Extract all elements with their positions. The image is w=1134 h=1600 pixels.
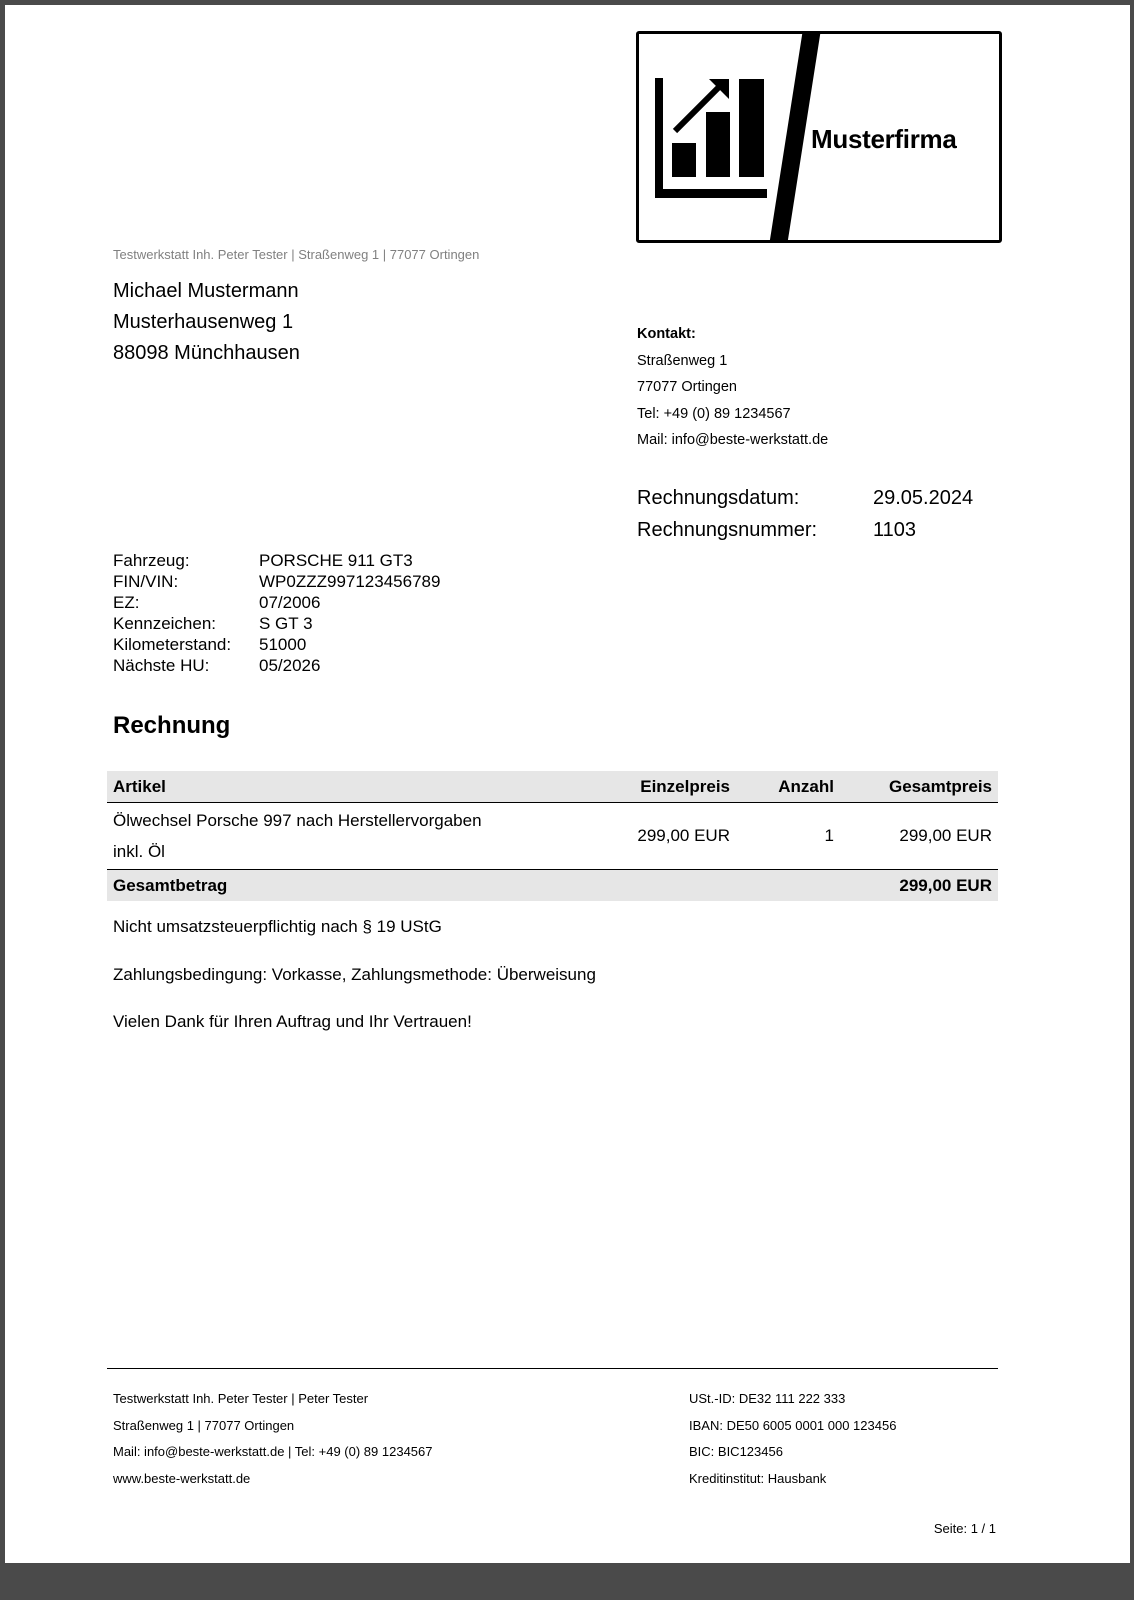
footer-divider — [107, 1368, 998, 1369]
quantity-cell: 1 — [824, 826, 834, 845]
invoice-date-value: 29.05.2024 — [873, 487, 974, 509]
footer-left — [113, 1386, 432, 1492]
license-plate-value: S GT 3 — [259, 614, 313, 633]
table-total-row — [107, 870, 998, 901]
page-number: Seite: 1 / 1 — [933, 1521, 996, 1536]
vehicle-info — [113, 550, 440, 676]
vehicle-label: Fahrzeug: — [113, 551, 190, 570]
contact-block — [637, 321, 828, 454]
total-price-cell: 299,00 EUR — [899, 826, 992, 845]
footer-bank: Kreditinstitut: Hausbank — [689, 1470, 827, 1486]
mileage-value: 51000 — [259, 635, 307, 654]
recipient-street: Musterhausenweg 1 — [113, 311, 294, 333]
registration-date-value: 07/2006 — [259, 593, 321, 612]
logo-company-name: Musterfirma — [811, 124, 957, 154]
contact-tel: Tel: +49 (0) 89 1234567 — [637, 405, 791, 422]
contact-city: 77077 Ortingen — [637, 379, 737, 396]
recipient-name: Michael Mustermann — [113, 280, 299, 302]
table-row — [107, 803, 998, 870]
invoice-page — [5, 5, 1130, 1563]
header-unit-price: Einzelpreis — [640, 776, 730, 796]
tax-note: Nicht umsatzsteuerpflichtig nach § 19 UStG — [113, 917, 442, 936]
table-header — [107, 771, 998, 803]
unit-price-cell: 299,00 EUR — [637, 826, 730, 845]
invoice-meta — [637, 482, 973, 546]
company-logo — [636, 31, 1002, 243]
contact-street: Straßenweg 1 — [637, 352, 728, 369]
document-title: Rechnung — [113, 712, 231, 739]
invoice-number-label: Rechnungsnummer: — [637, 519, 818, 541]
invoice-table — [107, 771, 998, 901]
footer-contact: Mail: info@beste-werkstatt.de | Tel: +49 (0) 89 1234567 — [113, 1444, 433, 1459]
recipient-city: 88098 Münchhausen — [113, 342, 300, 364]
recipient-address — [113, 276, 300, 369]
vehicle-value: PORSCHE 911 GT3 — [259, 551, 413, 570]
registration-date-label: EZ: — [113, 593, 140, 612]
footer-website: www.beste-werkstatt.de — [113, 1470, 251, 1486]
vin-value: WP0ZZZ997123456789 — [259, 572, 441, 591]
footer-company: Testwerkstatt Inh. Peter Tester | Peter Tester — [113, 1391, 369, 1406]
footer-bic: BIC: BIC123456 — [689, 1444, 783, 1459]
contact-mail: Mail: info@beste-werkstatt.de — [637, 432, 829, 449]
sender-line: Testwerkstatt Inh. Peter Tester | Straßenweg 1 | 77077 Ortingen — [113, 247, 480, 262]
article-line-2: inkl. Öl — [113, 842, 165, 861]
header-article: Artikel — [113, 776, 166, 796]
total-label: Gesamtbetrag — [113, 875, 228, 895]
next-inspection-label: Nächste HU: — [113, 656, 210, 675]
vin-label: FIN/VIN: — [113, 572, 179, 591]
total-value: 299,00 EUR — [899, 875, 992, 895]
thank-you-note: Vielen Dank für Ihren Auftrag und Ihr Vertrauen! — [113, 1012, 472, 1031]
footer-address: Straßenweg 1 | 77077 Ortingen — [113, 1417, 295, 1433]
article-line-1: Ölwechsel Porsche 997 nach Herstellervorgaben — [113, 811, 482, 830]
next-inspection-value: 05/2026 — [259, 656, 321, 675]
invoice-date-label: Rechnungsdatum: — [637, 487, 800, 509]
payment-terms: Zahlungsbedingung: Vorkasse, Zahlungsmethode: Überweisung — [113, 964, 596, 984]
mileage-label: Kilometerstand: — [113, 635, 232, 654]
footer-right — [689, 1386, 896, 1492]
footer-iban: IBAN: DE50 6005 0001 000 123456 — [689, 1417, 897, 1433]
header-total-price: Gesamtpreis — [889, 776, 992, 796]
header-quantity: Anzahl — [778, 776, 834, 796]
contact-heading: Kontakt: — [637, 326, 696, 342]
invoice-number-value: 1103 — [873, 519, 917, 541]
license-plate-label: Kennzeichen: — [113, 614, 217, 633]
invoice-notes — [113, 916, 596, 1059]
footer-vat-id: USt.-ID: DE32 111 222 333 — [689, 1391, 846, 1406]
article-cell — [107, 805, 580, 867]
